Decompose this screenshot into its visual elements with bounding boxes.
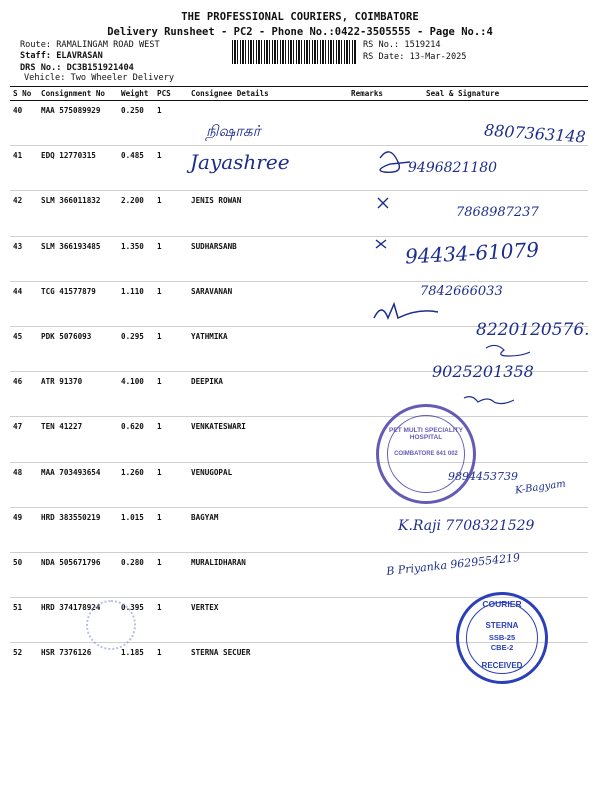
handwritten-name-40: நிஷாகர் — [206, 122, 261, 140]
cell-weight: 1.015 — [118, 507, 154, 552]
cell-consignee: SUDHARSANB — [188, 236, 348, 281]
table-header-row — [10, 87, 588, 101]
cell-consignee: VERTEX — [188, 598, 348, 643]
signature-41: 9496821180 — [408, 160, 498, 176]
cell-pcs: 1 — [154, 191, 188, 236]
col-pcs: PCS — [154, 87, 188, 101]
cell-weight: 1.185 — [121, 648, 144, 658]
col-consignment: Consignment No — [38, 87, 118, 101]
cell-pcs: 1 — [154, 146, 188, 191]
faint-stamp — [86, 600, 136, 650]
vehicle-label: Vehicle: Two Wheeler Delivery — [24, 73, 175, 83]
cell-sno: 40 — [10, 101, 38, 146]
rs-date: RS Date: 13-Mar-2025 — [363, 52, 467, 62]
cell-pcs: 1 — [157, 648, 162, 658]
route-label: Route: RAMALINGAM ROAD WEST — [20, 40, 160, 50]
cell-sno: 48 — [10, 462, 38, 507]
cell-cons: HSR 7376126 — [41, 648, 92, 658]
cell-weight: 4.100 — [118, 372, 154, 417]
scribble-42 — [378, 198, 388, 208]
cell-remarks — [348, 507, 402, 552]
stamp-sterna-label: STERNA — [485, 621, 519, 630]
cell-weight: 0.280 — [118, 552, 154, 597]
cell-weight: 0.295 — [118, 326, 154, 371]
drs-label: DRS No.: DC3B151921404 — [20, 63, 134, 73]
scribble-45 — [374, 304, 438, 318]
cell-cons: MAA 703493654 — [38, 462, 118, 507]
cell-cons: ATR 91370 — [38, 372, 118, 417]
scribble-43 — [376, 240, 386, 248]
cell-cons: HRD 374178924 — [38, 598, 118, 643]
cell-consignee: VENUGOPAL — [188, 462, 348, 507]
cell-weight: 0.620 — [118, 417, 154, 462]
signature-40: 8807363148 — [483, 120, 587, 147]
signature-45: 8220120576. — [476, 320, 590, 340]
company-name: THE PROFESSIONAL COURIERS, COIMBATORE — [181, 11, 419, 23]
cell-consignee: DEEPIKA — [188, 372, 348, 417]
hospital-seal-text: PET MULTI SPECIALITY HOSPITAL — [389, 427, 463, 441]
cell-cons: NDA 505671796 — [38, 552, 118, 597]
cell-consignee: BAGYAM — [188, 507, 348, 552]
cell-sno: 43 — [10, 236, 38, 281]
signature-50: K.Raji 7708321529 — [398, 518, 535, 534]
cell-pcs: 1 — [154, 462, 188, 507]
cell-weight: 0.485 — [118, 146, 154, 191]
col-remarks: Remarks — [348, 87, 402, 101]
col-sno: S No — [10, 87, 38, 101]
cell-consignee: SARAVANAN — [188, 281, 348, 326]
cell-weight: 1.110 — [118, 281, 154, 326]
signature-42: 7868987237 — [456, 205, 539, 220]
handwritten-name-41: Jayashree — [190, 150, 290, 174]
cell-cons: PDK 5076093 — [38, 326, 118, 371]
signature-44: 7842666033 — [420, 284, 503, 299]
cell-cons: SLM 366193485 — [38, 236, 118, 281]
cell-sno: 41 — [10, 146, 38, 191]
signature-scribbles — [360, 140, 590, 440]
cell-pcs: 1 — [154, 372, 188, 417]
cell-pcs: 1 — [154, 552, 188, 597]
cell-pcs: 1 — [154, 598, 188, 643]
stamp-sub-label: CBE-2 — [490, 643, 514, 652]
cell-pcs: 1 — [154, 326, 188, 371]
hospital-seal — [376, 404, 476, 504]
stamp-courier-label: COURIER — [482, 599, 522, 609]
cell-weight: 0.395 — [118, 598, 154, 643]
cell-weight: 1.350 — [118, 236, 154, 281]
table-row — [10, 462, 588, 507]
cell-sno: 51 — [10, 598, 38, 643]
cell-sno: 46 — [10, 372, 38, 417]
stamp-received-label: RECEIVED — [481, 661, 523, 670]
stamp-code-label: SSB-25 — [488, 633, 516, 642]
courier-received-stamp — [456, 592, 548, 684]
cell-pcs: 1 — [154, 507, 188, 552]
cell-cons: TCG 41577879 — [38, 281, 118, 326]
cell-weight: 2.200 — [118, 191, 154, 236]
scribble-41 — [380, 152, 410, 172]
scribble-46 — [486, 345, 530, 356]
signature-49-name: K-Bagyam — [514, 478, 567, 497]
staff-label: Staff: ELAVRASAN — [20, 51, 103, 61]
runsheet-title: Delivery Runsheet - PC2 - Phone No.:0422-3505555 - Page No.:4 — [107, 26, 493, 38]
cell-pcs: 1 — [154, 101, 188, 146]
barcode — [232, 40, 356, 64]
cell-sno: 45 — [10, 326, 38, 371]
cell-consignee: YATHMIKA — [188, 326, 348, 371]
signature-49: 9894453739 — [448, 470, 518, 483]
cell-consignee: JENIS ROWAN — [188, 191, 348, 236]
cell-pcs: 1 — [154, 236, 188, 281]
hospital-seal-center: COIMBATORE 641 002 — [394, 451, 458, 457]
cell-remarks — [348, 643, 402, 688]
cell-sno: 49 — [10, 507, 38, 552]
cell-remarks — [348, 598, 402, 643]
cell-sno: 52 — [13, 648, 23, 658]
cell-sno: 50 — [10, 552, 38, 597]
cell-weight: 0.250 — [118, 101, 154, 146]
cell-cons: TEN 41227 — [38, 417, 118, 462]
cell-consignee: MURALIDHARAN — [188, 552, 348, 597]
cell-cons: SLM 366011832 — [38, 191, 118, 236]
cell-sno: 47 — [10, 417, 38, 462]
cell-cons: HRD 383550219 — [38, 507, 118, 552]
cell-pcs: 1 — [154, 417, 188, 462]
signature-46: 9025201358 — [432, 362, 534, 381]
cell-weight: 1.260 — [118, 462, 154, 507]
signature-51: B Priyanka 9629554219 — [385, 551, 521, 578]
cell-remarks — [348, 101, 402, 146]
cell-cons: EDQ 12770315 — [38, 146, 118, 191]
col-weight: Weight — [118, 87, 154, 101]
cell-sno: 42 — [10, 191, 38, 236]
cell-cons: MAA 575089929 — [38, 101, 118, 146]
cell-consignee: STERNA SECUER — [191, 648, 251, 658]
rs-number: RS No.: 1519214 — [363, 40, 441, 50]
scribble-47 — [464, 397, 514, 404]
cell-sno: 44 — [10, 281, 38, 326]
col-seal-signature: Seal & Signature — [402, 87, 588, 101]
cell-pcs: 1 — [154, 281, 188, 326]
signature-43: 94434-61079 — [404, 237, 540, 269]
cell-consignee: VENKATESWARI — [188, 417, 348, 462]
col-consignee: Consignee Details — [188, 87, 348, 101]
